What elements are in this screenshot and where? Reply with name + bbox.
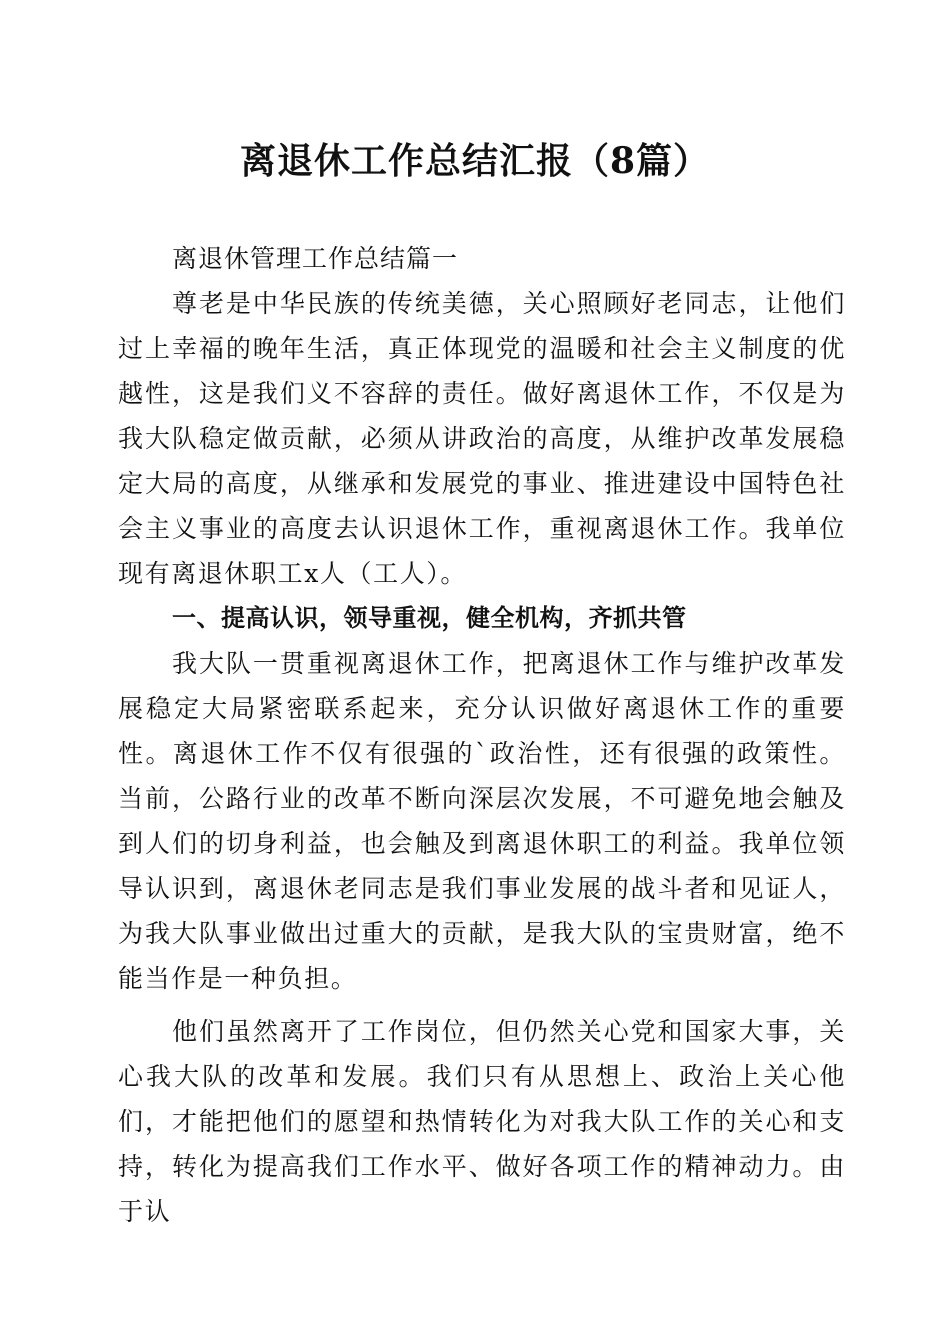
paragraph-section-2: 他们虽然离开了工作岗位，但仍然关心党和国家大事，关心我大队的改革和发展。我们只有从思想上、政治上关心他们，才能把他们的愿望和热情转化为对我大队工作的关心和支持，转化为提高我们工作水平、做好各项工作的精神动力。由于认 xyxy=(118,1017,846,1226)
paragraph-section-1: 我大队一贯重视离退休工作，把离退休工作与维护改革发展稳定大局紧密联系起来，充分认识做好离退休工作的重要性。离退休工作不仅有很强的`政治性，还有很强的政策性。当前，公路行业的改革不断向深层次发展，不可避免地会触及到人们的切身利益，也会触及到离退休职工的利益。我单位领导认识到，离退休老同志是我们事业发展的战斗者和见证人，为我大队事业做出过重大的贡献，是我大队的宝贵财富，绝不能当作是一种负担。 xyxy=(118,649,846,993)
section-heading: 一、提高认识，领导重视，健全机构，齐抓共管 xyxy=(172,604,687,632)
document-body xyxy=(118,236,846,1234)
section-subtitle: 离退休管理工作总结篇一 xyxy=(172,244,459,273)
paragraph-intro: 尊老是中华民族的传统美德，关心照顾好老同志，让他们过上幸福的晚年生活，真正体现党的温暖和社会主义制度的优越性，这是我们义不容辞的责任。做好离退休工作，不仅是为我大队稳定做贡献，必须从讲政治的高度，从维护改革发展稳定大局的高度，从继承和发展党的事业、推进建设中国特色社会主义事业的高度去认识退休工作，重视离退休工作。我单位现有离退休职工x人（工人）。 xyxy=(118,289,846,588)
document-title: 离退休工作总结汇报（8篇） xyxy=(239,140,711,182)
